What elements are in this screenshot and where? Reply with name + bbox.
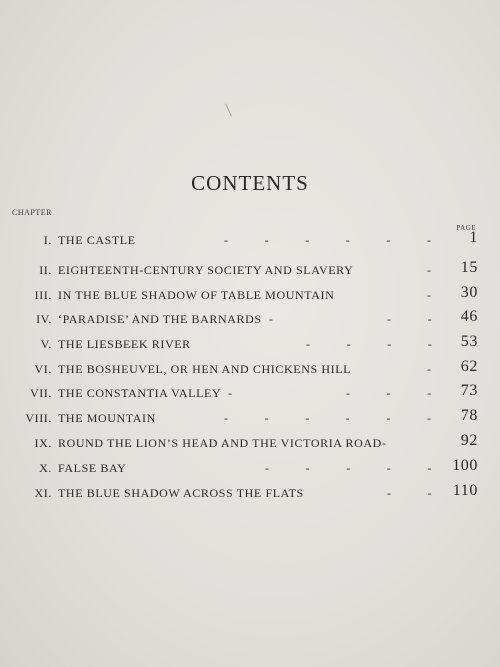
toc-entry: [0, 358, 500, 382]
chapter-numeral: III.: [34, 288, 52, 302]
page-number: 53: [460, 333, 478, 350]
leader-dots: - - -: [346, 386, 432, 400]
toc-entry: [0, 284, 500, 308]
page-number: 62: [460, 358, 478, 375]
chapter-numeral: IX.: [34, 436, 52, 450]
toc-entry: [0, 259, 500, 283]
toc-entry: [0, 407, 500, 431]
chapter-numeral: I.: [43, 233, 52, 247]
chapter-numeral: IV.: [36, 312, 52, 326]
toc-entry: [0, 308, 500, 332]
chapter-column-label: CHAPTER: [12, 208, 52, 217]
leader-dots: - -: [387, 486, 433, 500]
chapter-numeral: VIII.: [25, 411, 52, 425]
toc-entry: [0, 482, 500, 506]
leader-dots: - - - -: [306, 337, 433, 351]
chapter-numeral: V.: [40, 337, 52, 351]
toc-entry: [0, 333, 500, 357]
chapter-numeral: VII.: [29, 386, 52, 400]
chapter-title: IN THE BLUE SHADOW OF TABLE MOUNTAIN: [58, 288, 335, 302]
chapter-title: THE MOUNTAIN: [58, 411, 156, 425]
toc-entry: [0, 382, 500, 406]
leader-dots: -: [427, 288, 432, 302]
chapter-title: ‘PARADISE’ AND THE BARNARDS -: [58, 312, 274, 326]
chapter-title: THE CONSTANTIA VALLEY -: [58, 386, 233, 400]
chapter-title: ROUND THE LION’S HEAD AND THE VICTORIA ROAD-: [58, 436, 387, 450]
page-number: 15: [460, 259, 478, 276]
page-number: 78: [460, 407, 478, 424]
chapter-numeral: X.: [39, 461, 52, 475]
page-title: CONTENTS: [191, 171, 309, 195]
chapter-title: THE BOSHEUVEL, OR HEN AND CHICKENS HILL: [58, 362, 352, 376]
toc-entry: [0, 432, 500, 456]
toc-entry: [0, 229, 500, 253]
page-number: 30: [460, 284, 478, 301]
page-number: 46: [460, 308, 478, 325]
page-number: 92: [460, 432, 478, 449]
chapter-title: FALSE BAY: [58, 461, 127, 475]
page-number: 100: [452, 457, 478, 474]
leader-dots: -: [427, 263, 432, 277]
leader-dots: - - - - -: [265, 461, 432, 475]
chapter-numeral: VI.: [34, 362, 52, 376]
chapter-title: THE CASTLE: [58, 233, 136, 247]
leader-dots: - - - - - -: [224, 233, 432, 247]
chapter-numeral: XI.: [34, 486, 52, 500]
chapter-title: EIGHTEENTH-CENTURY SOCIETY AND SLAVERY: [58, 263, 354, 277]
page-number: 110: [452, 482, 478, 499]
toc-entry: [0, 457, 500, 481]
leader-dots: - -: [387, 312, 433, 326]
page-number: 1: [469, 229, 478, 246]
chapter-numeral: II.: [39, 263, 52, 277]
chapter-title: THE LIESBEEK RIVER: [58, 337, 191, 351]
page-column-label: PAGE: [456, 224, 476, 232]
leader-dots: -: [427, 362, 432, 376]
page-number: 73: [460, 382, 478, 399]
chapter-title: THE BLUE SHADOW ACROSS THE FLATS: [58, 486, 304, 500]
leader-dots: - - - - - -: [224, 411, 432, 425]
